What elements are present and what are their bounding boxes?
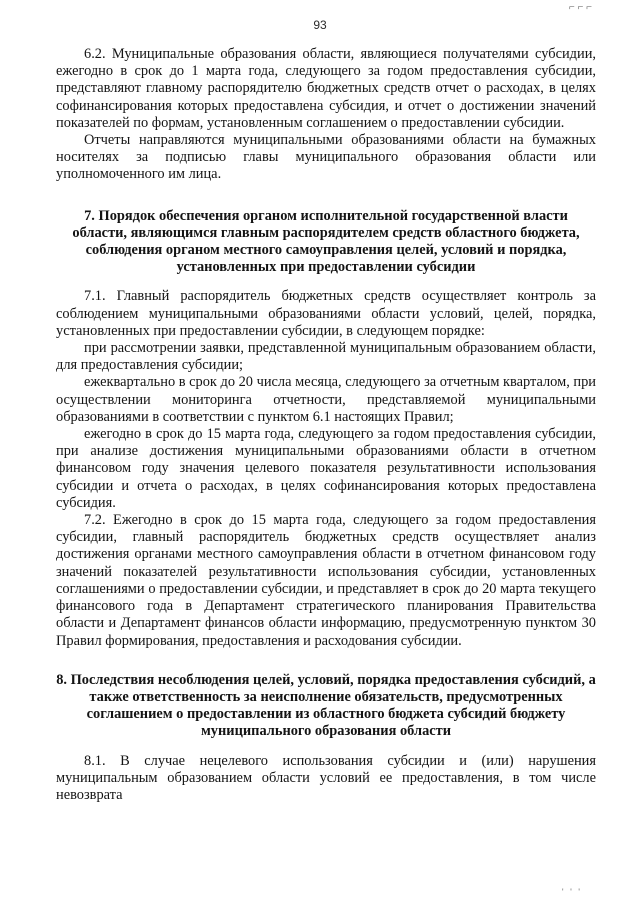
paragraph-7-1-item-quarterly: ежеквартально в срок до 20 числа месяца, следующего за отчетным кварталом, при осуществлении мониторинга отчетности, представляемой муниципальными образованиями в соответствии с пунктом 6.1 настоящих Правил; bbox=[56, 374, 596, 425]
corner-scan-mark: ⌐ ⌐ ⌐ bbox=[568, 2, 592, 13]
paragraph-6-2-reports: Отчеты направляются муниципальными образованиями области на бумажных носителях за подписью главы муниципального образования области или уполномоченного им лица. bbox=[56, 132, 596, 183]
paragraph-6-2: 6.2. Муниципальные образования области, являющиеся получателями субсидии, ежегодно в срок до 1 марта года, следующего за годом предоставления субсидии, представляют главному распорядителю бюджетных средств отчет о расходах, в целях софинансирования которых предоставлена субсидия, и отчет о достижении значений показателей по формам, установленным соглашением о предоставлении субсидии. bbox=[56, 46, 596, 131]
footer-scan-mark: ' ' ' bbox=[561, 887, 582, 897]
paragraph-7-1: 7.1. Главный распорядитель бюджетных средств осуществляет контроль за соблюдением муниципальными образованиями области условий, целей, порядка, установленных при предоставлении субсидии, в следующем порядке: bbox=[56, 288, 596, 339]
paragraph-7-2: 7.2. Ежегодно в срок до 15 марта года, следующего за годом предоставления субсидии, главный распорядитель бюджетных средств осуществляет анализ достижения органами местного самоуправления области в отчетном финансовом году значений показателей результативности использования субсидии, установленных соглашениями о предоставлении субсидии, и представляет в срок до 20 марта текущего финансового года в Департамент стратегического планирования Правительства области и Департамент финансов области информацию, предусмотренную пунктом 30 Правил формирования, предоставления и расходования субсидии. bbox=[56, 512, 596, 649]
document-body bbox=[56, 46, 596, 804]
page-number: 93 bbox=[313, 18, 327, 32]
paragraph-7-1-item-annual: ежегодно в срок до 15 марта года, следующего за годом предоставления субсидии, при анализе достижения муниципальными образованиями области в отчетном финансовом году значения целевого показателя результативности использования субсидии и отчета о расходах, в целях софинансирования которых предоставлена субсидия. bbox=[56, 426, 596, 511]
paragraph-7-1-item-application: при рассмотрении заявки, представленной муниципальным образованием области, для предоставления субсидии; bbox=[56, 340, 596, 374]
section-8-title: 8. Последствия несоблюдения целей, условий, порядка предоставления субсидий, а также ответственность за неисполнение обязательств, предусмотренных соглашением о предоставлении из областного бюджета субсидий бюджету муниципального образования области bbox=[56, 671, 596, 740]
section-7-title: 7. Порядок обеспечения органом исполнительной государственной власти области, являющимся главным распорядителем средств областного бюджета, соблюдения органом местного самоуправления целей, условий и порядка, установленных при предоставлении субсидии bbox=[72, 207, 580, 276]
paragraph-8-1: 8.1. В случае нецелевого использования субсидии и (или) нарушения муниципальным образованием области условий ее предоставления, в том числе невозврата bbox=[56, 752, 596, 803]
